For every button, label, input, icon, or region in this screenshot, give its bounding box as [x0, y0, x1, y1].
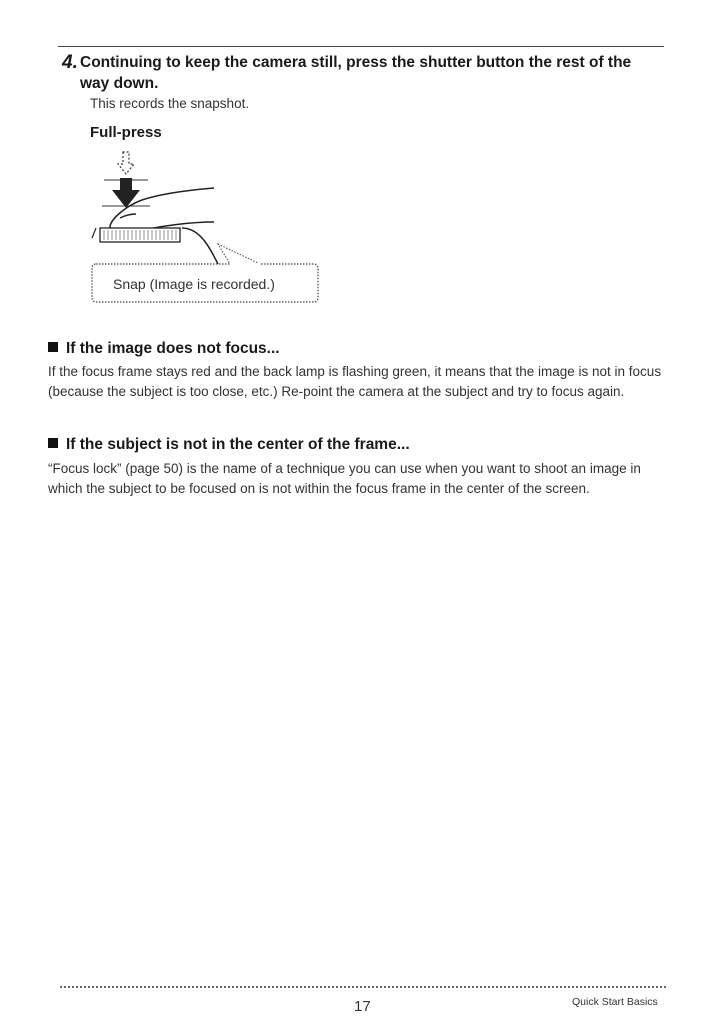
dotted-arrow-icon — [118, 152, 134, 174]
shutter-button-icon — [92, 228, 180, 242]
step-title: Continuing to keep the camera still, press the shutter button the rest of the way down. — [80, 54, 632, 92]
bullet-square-icon — [48, 438, 58, 448]
press-arrow-icon — [102, 178, 150, 208]
step-subtext: This records the snapshot. — [90, 96, 250, 111]
section-heading-no-focus: If the image does not focus... — [48, 340, 280, 358]
full-press-illustration — [90, 148, 330, 320]
section-body-not-centered: “Focus lock” (page 50) is the name of a technique you can use when you want to shoot an image in which the subject to be focused on is not within the focus frame in the center of the screen. — [48, 461, 641, 496]
top-rule — [58, 46, 664, 47]
section-heading-not-centered: If the subject is not in the center of the frame... — [48, 436, 410, 454]
step-number: 4. — [62, 52, 78, 73]
step-4 — [62, 52, 662, 94]
page-number: 17 — [354, 998, 371, 1015]
figure-caption: Snap (Image is recorded.) — [113, 276, 275, 292]
bullet-square-icon — [48, 342, 58, 352]
section-body-no-focus: If the focus frame stays red and the back lamp is flashing green, it means that the image is not in focus (because the subject is too close, etc.) Re-point the camera at the subject and try to focus again. — [48, 364, 662, 399]
footer-section-name: Quick Start Basics — [572, 996, 658, 1008]
footer-divider — [60, 984, 668, 990]
figure-label: Full-press — [90, 124, 162, 141]
